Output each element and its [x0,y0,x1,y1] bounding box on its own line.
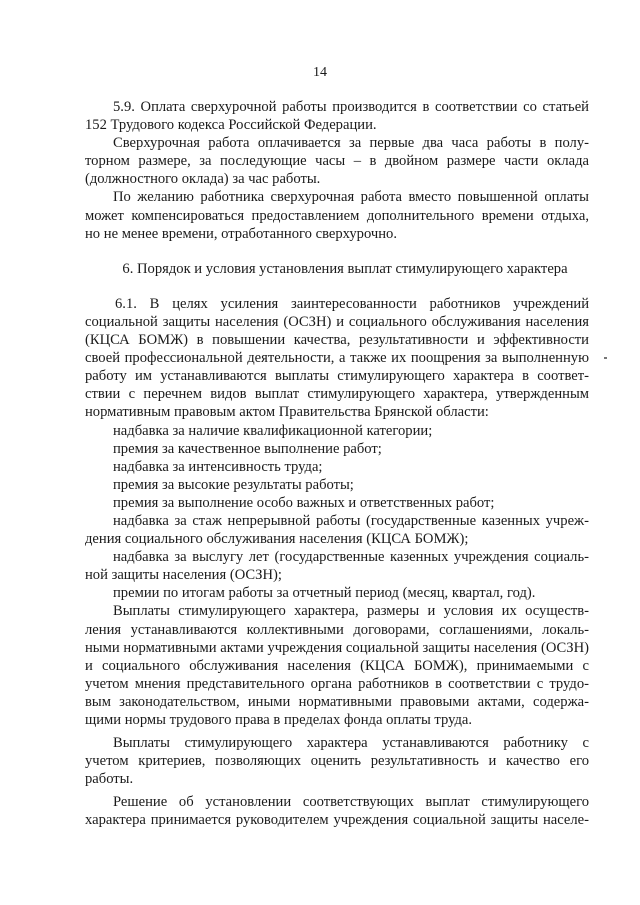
text-line: торном размере, за последующие часы – в двойном размере части оклада [85,153,589,170]
page-number: 14 [313,65,327,80]
list-item: премия за выполнение особо важных и ответственных работ; [113,494,495,511]
list-item-continuation: ной защиты населения (ОСЗН); [85,567,282,584]
text-line: щими нормы трудового права в пределах фонда оплаты труда. [85,712,472,728]
paragraph-overtime-rest [85,188,589,242]
list-item-continuation: дения социального обслуживания населения (КЦСА БОМЖ); [85,531,469,548]
text-line: своей профессиональной деятельности, а также их поощрения за выполненную [85,350,589,367]
list-item: надбавка за наличие квалификационной категории; [113,422,433,439]
text-line: нормативным правовым актом Правительства Брянской области: [85,404,489,421]
scan-artifact-mark [604,357,607,359]
paragraph-collective-agreements [85,602,589,729]
paragraph-6-1 [85,295,589,422]
text-line: 5.9. Оплата сверхурочной работы производится в соответствии со статьей [113,99,589,115]
text-line: и социального обслуживания населения (КЦСА БОМЖ), принимаемыми с [85,657,589,674]
text-line: ления устанавливаются коллективными договорами, соглашениями, локаль- [85,621,589,638]
text-line: ными нормативными актами учреждения социальной защиты населения (ОСЗН) [85,639,589,656]
paragraph-criteria [85,734,589,788]
text-line: Решение об установлении соответствующих выплат стимулирующего [113,794,589,811]
document-body [85,98,589,830]
list-item: надбавка за интенсивность труда; [113,458,323,475]
text-line: (КЦСА БОМЖ) в повышении качества, результативности и эффективности [85,332,589,349]
list-item: премия за высокие результаты работы; [113,476,354,493]
text-line: учетом критериев, позволяющих оценить результативность и качество его [85,753,589,770]
list-item: премия за качественное выполнение работ; [113,440,382,457]
paragraph-decision [85,793,589,829]
text-line: ствии с перечнем видов выплат стимулирующего характера, утвержденным [85,386,589,403]
text-line: (должностного оклада) за час работы. [85,171,321,188]
list-item: надбавка за стаж непрерывной работы (государственные казенных учреж- [113,512,589,529]
text-line: По желанию работника сверхурочная работа вместо повышенной оплаты [113,189,589,206]
text-line: вым законодательством, иными нормативными правовыми актами, содержа- [85,693,589,710]
text-line: работу им устанавливаются выплаты стимулирующего характера в соответ- [85,368,589,385]
paragraph-overtime-rate [85,134,589,188]
text-line: 152 Трудового кодекса Российской Федерации. [85,117,377,134]
text-line: Выплаты стимулирующего характера, размеры и условия их осуществ- [113,603,589,620]
payments-list [85,422,589,603]
list-item: надбавка за выслугу лет (государственные казенных учреждения социаль- [113,549,589,566]
text-line: учетом мнения представительного органа работников в соответствии с трудо- [85,675,589,692]
text-line: может компенсироваться предоставлением дополнительного времени отдыха, [85,207,589,224]
paragraph-5-9 [85,98,589,134]
text-line: но не менее времени, отработанного сверхурочно. [85,225,397,242]
text-line: 6.1. В целях усиления заинтересованности работников учреждений [115,295,589,312]
list-item: премии по итогам работы за отчетный период (месяц, квартал, год). [113,585,536,602]
text-line: Выплаты стимулирующего характера устанавливаются работнику с [113,735,589,752]
text-line: работы. [85,771,134,788]
text-line: характера принимается руководителем учреждения социальной защиты населе- [85,812,589,829]
section-6-heading: 6. Порядок и условия установления выплат стимулирующего характера [122,260,568,277]
text-line: социальной защиты населения (ОСЗН) и социального обслуживания населения [85,313,589,330]
text-line: Сверхурочная работа оплачивается за первые два часа работы в полу- [113,135,589,152]
